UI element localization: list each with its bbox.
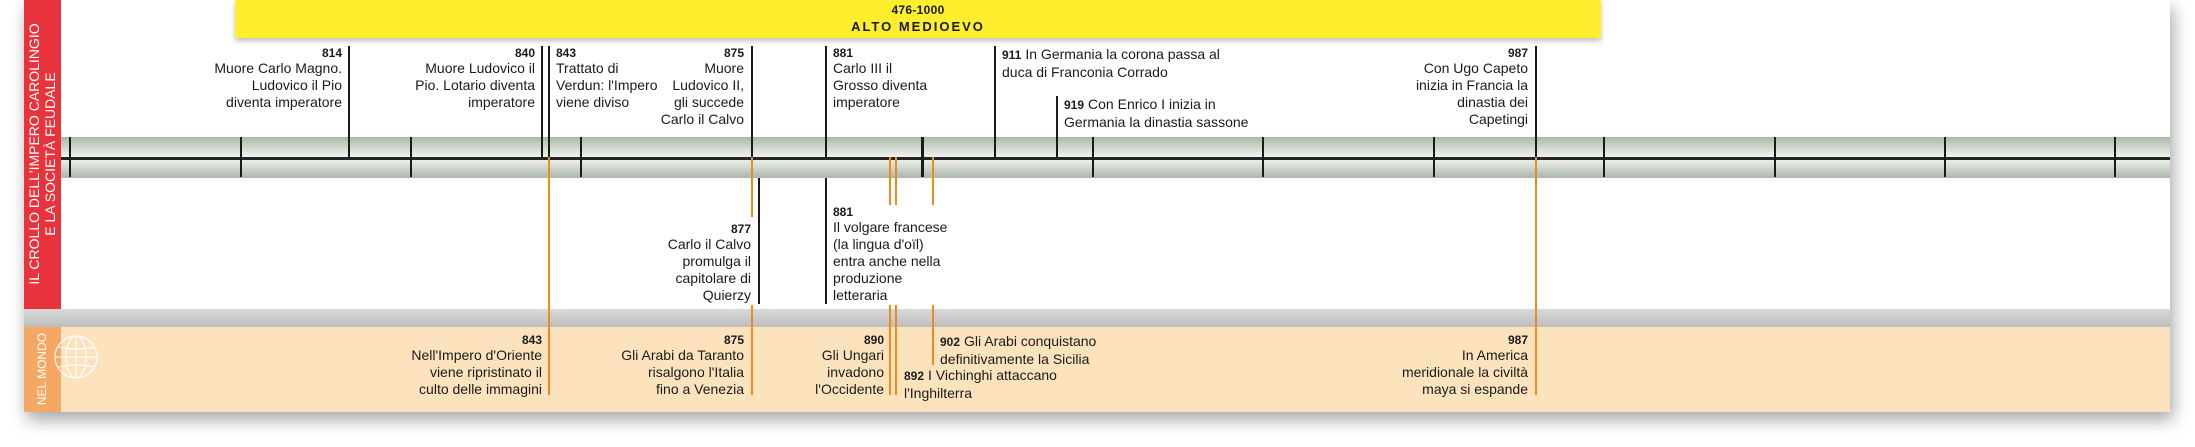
world-marker-892 — [895, 157, 897, 205]
event-marker-987 — [1535, 46, 1537, 157]
axis-tick — [410, 137, 412, 177]
axis-tick — [1262, 137, 1264, 177]
world-marker-902 — [932, 305, 934, 365]
world-label-987: 987 In America meridionale la civiltà maya si espande — [1401, 333, 1528, 397]
axis-tick — [2114, 137, 2116, 177]
world-marker-875 — [751, 157, 753, 217]
world-marker-875 — [751, 305, 753, 395]
event-marker-843 — [548, 46, 550, 157]
event-marker-877 — [758, 178, 760, 304]
world-label-902: 902 Gli Arabi conquistano definitivamente la Sicilia — [940, 333, 1097, 367]
era-name: ALTO MEDIOEVO — [851, 19, 985, 34]
world-marker-843 — [548, 157, 550, 395]
world-events-area — [61, 327, 2170, 412]
event-label-987: 987 Con Ugo Capeto inizia in Francia la dinastia dei Capetingi — [1415, 46, 1528, 127]
world-label-875: 875 Gli Arabi da Taranto risalgono l'Italia fino a Venezia — [621, 333, 744, 397]
axis-tick — [580, 137, 582, 177]
timeline-axis — [61, 157, 2170, 160]
world-label-890: 890 Gli Ungari invadono l'Occidente — [815, 333, 884, 397]
era-banner — [235, 0, 1601, 38]
event-label-919: 919 Con Enrico I inizia in Germania la dinastia sassone — [1064, 96, 1249, 130]
globe-icon — [52, 333, 100, 381]
event-marker-875 — [751, 46, 753, 157]
event-marker-840 — [541, 46, 543, 157]
event-label-814: 814 Muore Carlo Magno. Ludovico il Pio diventa imperatore — [214, 46, 342, 110]
event-marker-881-volgare — [825, 178, 827, 304]
event-marker-911 — [994, 46, 996, 157]
event-label-840: 840 Muore Ludovico il Pio. Lotario diventa imperatore — [415, 46, 535, 110]
world-label-843: 843 Nell'Impero d'Oriente viene ripristinato il culto delle immagini — [411, 333, 542, 397]
section-title: IL CROLLO DELL'IMPERO CAROLINGIO E LA SOCIETÀ FEUDALE — [26, 23, 58, 285]
axis-tick — [1774, 137, 1776, 177]
world-marker-890 — [889, 305, 891, 395]
event-label-843: 843 Trattato di Verdun: l'Impero viene diviso — [556, 46, 658, 110]
event-label-875: 875 Muore Ludovico II, gli succede Carlo il Calvo — [660, 46, 744, 127]
world-label-892: 892 I Vichinghi attaccano l'Inghilterra — [904, 367, 1057, 401]
era-years: 476-1000 — [891, 3, 945, 17]
section-divider — [24, 309, 2170, 327]
event-label-881-volgare: 881 Il volgare francese (la lingua d'oïl) entra anche nella produzione letteraria — [833, 205, 948, 303]
event-label-877: 877 Carlo il Calvo promulga il capitolare di Quierzy — [667, 222, 751, 303]
event-marker-814 — [348, 46, 350, 157]
axis-tick — [1944, 137, 1946, 177]
world-marker-902 — [932, 157, 934, 205]
axis-tick — [240, 137, 242, 177]
world-marker-890 — [889, 157, 891, 205]
event-label-911: 911 In Germania la corona passa al duca di Franconia Corrado — [1002, 46, 1220, 80]
axis-tick — [922, 137, 924, 177]
axis-tick — [1433, 137, 1435, 177]
event-marker-881 — [825, 46, 827, 157]
event-marker-919 — [1056, 96, 1058, 157]
world-marker-987 — [1535, 157, 1537, 395]
axis-tick — [69, 137, 71, 177]
world-marker-892 — [895, 305, 897, 395]
event-label-881: 881 Carlo III il Grosso diventa imperatore — [833, 46, 928, 110]
axis-tick — [1092, 137, 1094, 177]
axis-tick — [1603, 137, 1605, 177]
world-section-title: NEL MONDO — [35, 332, 49, 406]
